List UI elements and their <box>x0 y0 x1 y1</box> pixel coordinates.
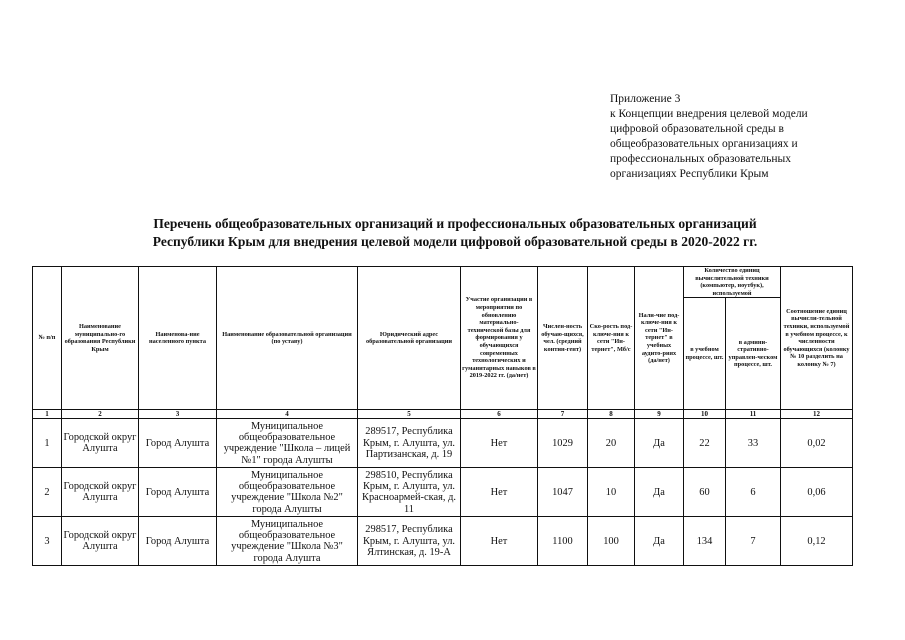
document-title-line-2: Республики Крым для внедрения целевой модели цифровой образовательной среды в 2020-2022 гг. <box>152 234 758 249</box>
table-row <box>33 468 853 517</box>
row-organization: Муниципальное общеобразовательное учреждение "Школа №3" города Алушта <box>217 517 358 566</box>
appendix-header <box>610 92 895 182</box>
row-municipality: Городской округ Алушта <box>62 419 139 468</box>
header-pcs-admin: в админи-стративно-управлен-ческом процессе, шт. <box>726 298 781 410</box>
row-settlement: Город Алушта <box>139 468 217 517</box>
row-internet: Да <box>635 468 684 517</box>
row-ratio: 0,02 <box>781 419 853 468</box>
column-number: 5 <box>358 410 461 419</box>
row-number: 1 <box>33 419 62 468</box>
row-pcs-edu: 22 <box>684 419 726 468</box>
table-row <box>33 419 853 468</box>
row-settlement: Город Алушта <box>139 517 217 566</box>
row-organization: Муниципальное общеобразовательное учреждение "Школа №2" города Алушты <box>217 468 358 517</box>
header-settlement: Наименова-ние населенного пункта <box>139 267 217 410</box>
row-address: 289517, Республика Крым, г. Алушта, ул. Партизанская, д. 19 <box>358 419 461 468</box>
row-students: 1100 <box>538 517 588 566</box>
appendix-line: общеобразовательных организациях и <box>610 138 798 150</box>
column-number: 6 <box>461 410 538 419</box>
header-pcs-edu: в учебном процессе, шт. <box>684 298 726 410</box>
row-settlement: Город Алушта <box>139 419 217 468</box>
column-number: 1 <box>33 410 62 419</box>
row-internet: Да <box>635 419 684 468</box>
row-pcs-edu: 134 <box>684 517 726 566</box>
row-pcs-admin: 6 <box>726 468 781 517</box>
row-ratio: 0,06 <box>781 468 853 517</box>
row-address: 298517, Республика Крым, г. Алушта, ул. Ялтинская, д. 19-А <box>358 517 461 566</box>
row-pcs-admin: 7 <box>726 517 781 566</box>
document-title-line-1: Перечень общеобразовательных организаций и профессиональных образовательных организаций <box>153 216 757 231</box>
header-internet: Нали-чие под-ключе-ния к сети "Ин-тернет" в учебных аудито-риях (да/нет) <box>635 267 684 410</box>
appendix-line: Приложение 3 <box>610 93 681 105</box>
row-participation: Нет <box>461 517 538 566</box>
row-address: 298510, Республика Крым, г. Алушта, ул. Красноармей-ская, д. 11 <box>358 468 461 517</box>
column-number: 3 <box>139 410 217 419</box>
appendix-line: к Концепции внедрения целевой модели <box>610 108 808 120</box>
row-participation: Нет <box>461 468 538 517</box>
row-speed: 10 <box>588 468 635 517</box>
column-number: 9 <box>635 410 684 419</box>
appendix-line: организациях Республики Крым <box>610 168 769 180</box>
row-pcs-admin: 33 <box>726 419 781 468</box>
header-municipality: Наименование муниципально-го образования Республики Крым <box>62 267 139 410</box>
header-speed: Ско-рость под-ключе-ния к сети "Ин-тернет", Мб/с <box>588 267 635 410</box>
header-organization: Наименование образовательной организации (по уставу) <box>217 267 358 410</box>
table-row <box>33 517 853 566</box>
document-title <box>30 215 880 251</box>
header-students: Числен-ность обучаю-щихся, чел. (средний контин-гент) <box>538 267 588 410</box>
row-municipality: Городской округ Алушта <box>62 517 139 566</box>
column-number: 8 <box>588 410 635 419</box>
row-ratio: 0,12 <box>781 517 853 566</box>
header-computers-group: Количество единиц вычислительной техники (компьютер, ноутбук), используемой <box>684 267 781 298</box>
row-organization: Муниципальное общеобразовательное учреждение "Школа – лицей №1" города Алушты <box>217 419 358 468</box>
row-speed: 100 <box>588 517 635 566</box>
organizations-table <box>32 266 853 566</box>
appendix-line: профессиональных образовательных <box>610 153 791 165</box>
row-speed: 20 <box>588 419 635 468</box>
row-municipality: Городской округ Алушта <box>62 468 139 517</box>
column-number: 12 <box>781 410 853 419</box>
row-number: 2 <box>33 468 62 517</box>
column-number: 7 <box>538 410 588 419</box>
row-participation: Нет <box>461 419 538 468</box>
column-number: 10 <box>684 410 726 419</box>
row-pcs-edu: 60 <box>684 468 726 517</box>
header-participation: Участие организации в мероприятии по обновлению материально-технической базы для формирования у обучающихся современных технологических и гуманитарных навыков в 2019-2022 гг. (да/нет) <box>461 267 538 410</box>
column-number: 4 <box>217 410 358 419</box>
column-numbers-row <box>33 410 853 419</box>
row-students: 1047 <box>538 468 588 517</box>
column-number: 2 <box>62 410 139 419</box>
row-number: 3 <box>33 517 62 566</box>
header-number: № п/п <box>33 267 62 410</box>
header-ratio: Соотношение единиц вычисли-тельной техники, используемой в учебном процессе, к численности обучающихся (колонку № 10 разделить на колонку № 7) <box>781 267 853 410</box>
column-number: 11 <box>726 410 781 419</box>
header-address: Юридический адрес образовательной организации <box>358 267 461 410</box>
appendix-line: цифровой образовательной среды в <box>610 123 784 135</box>
row-internet: Да <box>635 517 684 566</box>
row-students: 1029 <box>538 419 588 468</box>
